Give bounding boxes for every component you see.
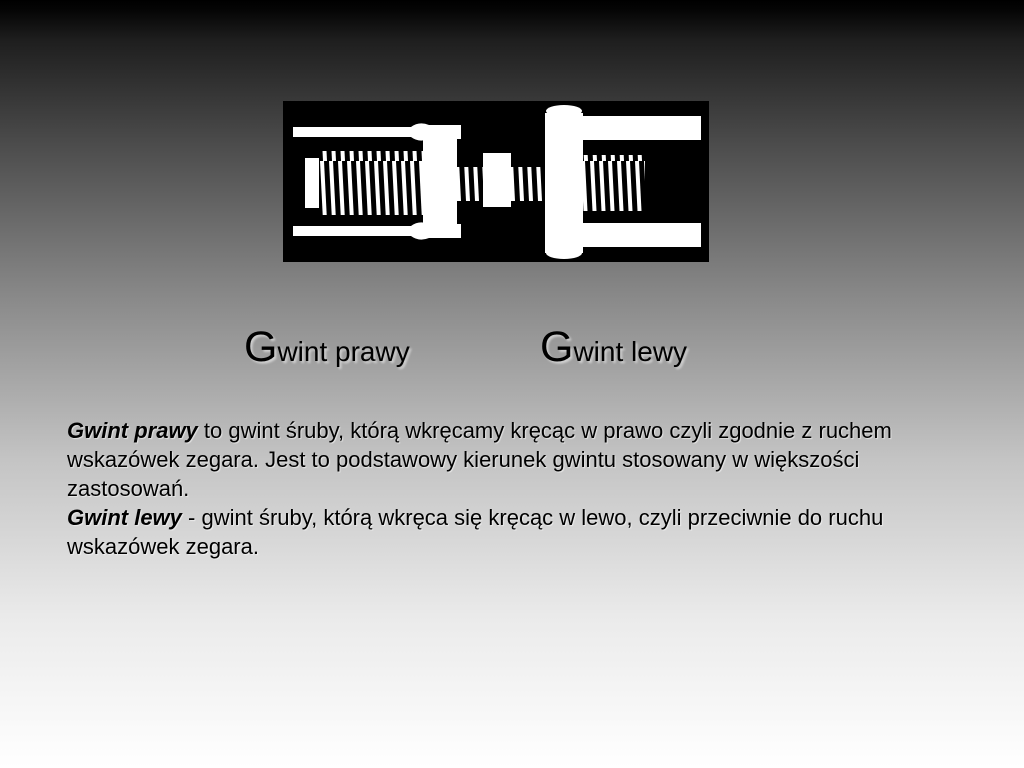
thread-diagram-image	[283, 101, 709, 262]
caption-left-initial: G	[540, 323, 574, 371]
caption-right-rest: wint prawy	[277, 336, 410, 367]
caption-left-rest: wint lewy	[573, 336, 688, 367]
caption-right-initial: G	[244, 323, 278, 371]
paragraph-right-thread	[67, 416, 967, 503]
term-right-thread: Gwint prawy	[67, 418, 198, 443]
screw-thread-mechanism-icon	[283, 101, 709, 262]
caption-right-thread	[244, 323, 410, 371]
caption-left-thread	[540, 323, 688, 371]
paragraph-left-thread	[67, 503, 967, 561]
definition-left-thread: - gwint śruby, którą wkręca się kręcąc w lewo, czyli przeciwnie do ruchu wskazówek zegara.	[67, 505, 884, 559]
term-left-thread: Gwint lewy	[67, 505, 182, 530]
description-text	[67, 416, 967, 561]
definition-right-thread: to gwint śruby, którą wkręcamy kręcąc w prawo czyli zgodnie z ruchem wskazówek zegara. Jest to podstawowy kierunek gwintu stosowany w większości zastosowań.	[67, 418, 892, 501]
